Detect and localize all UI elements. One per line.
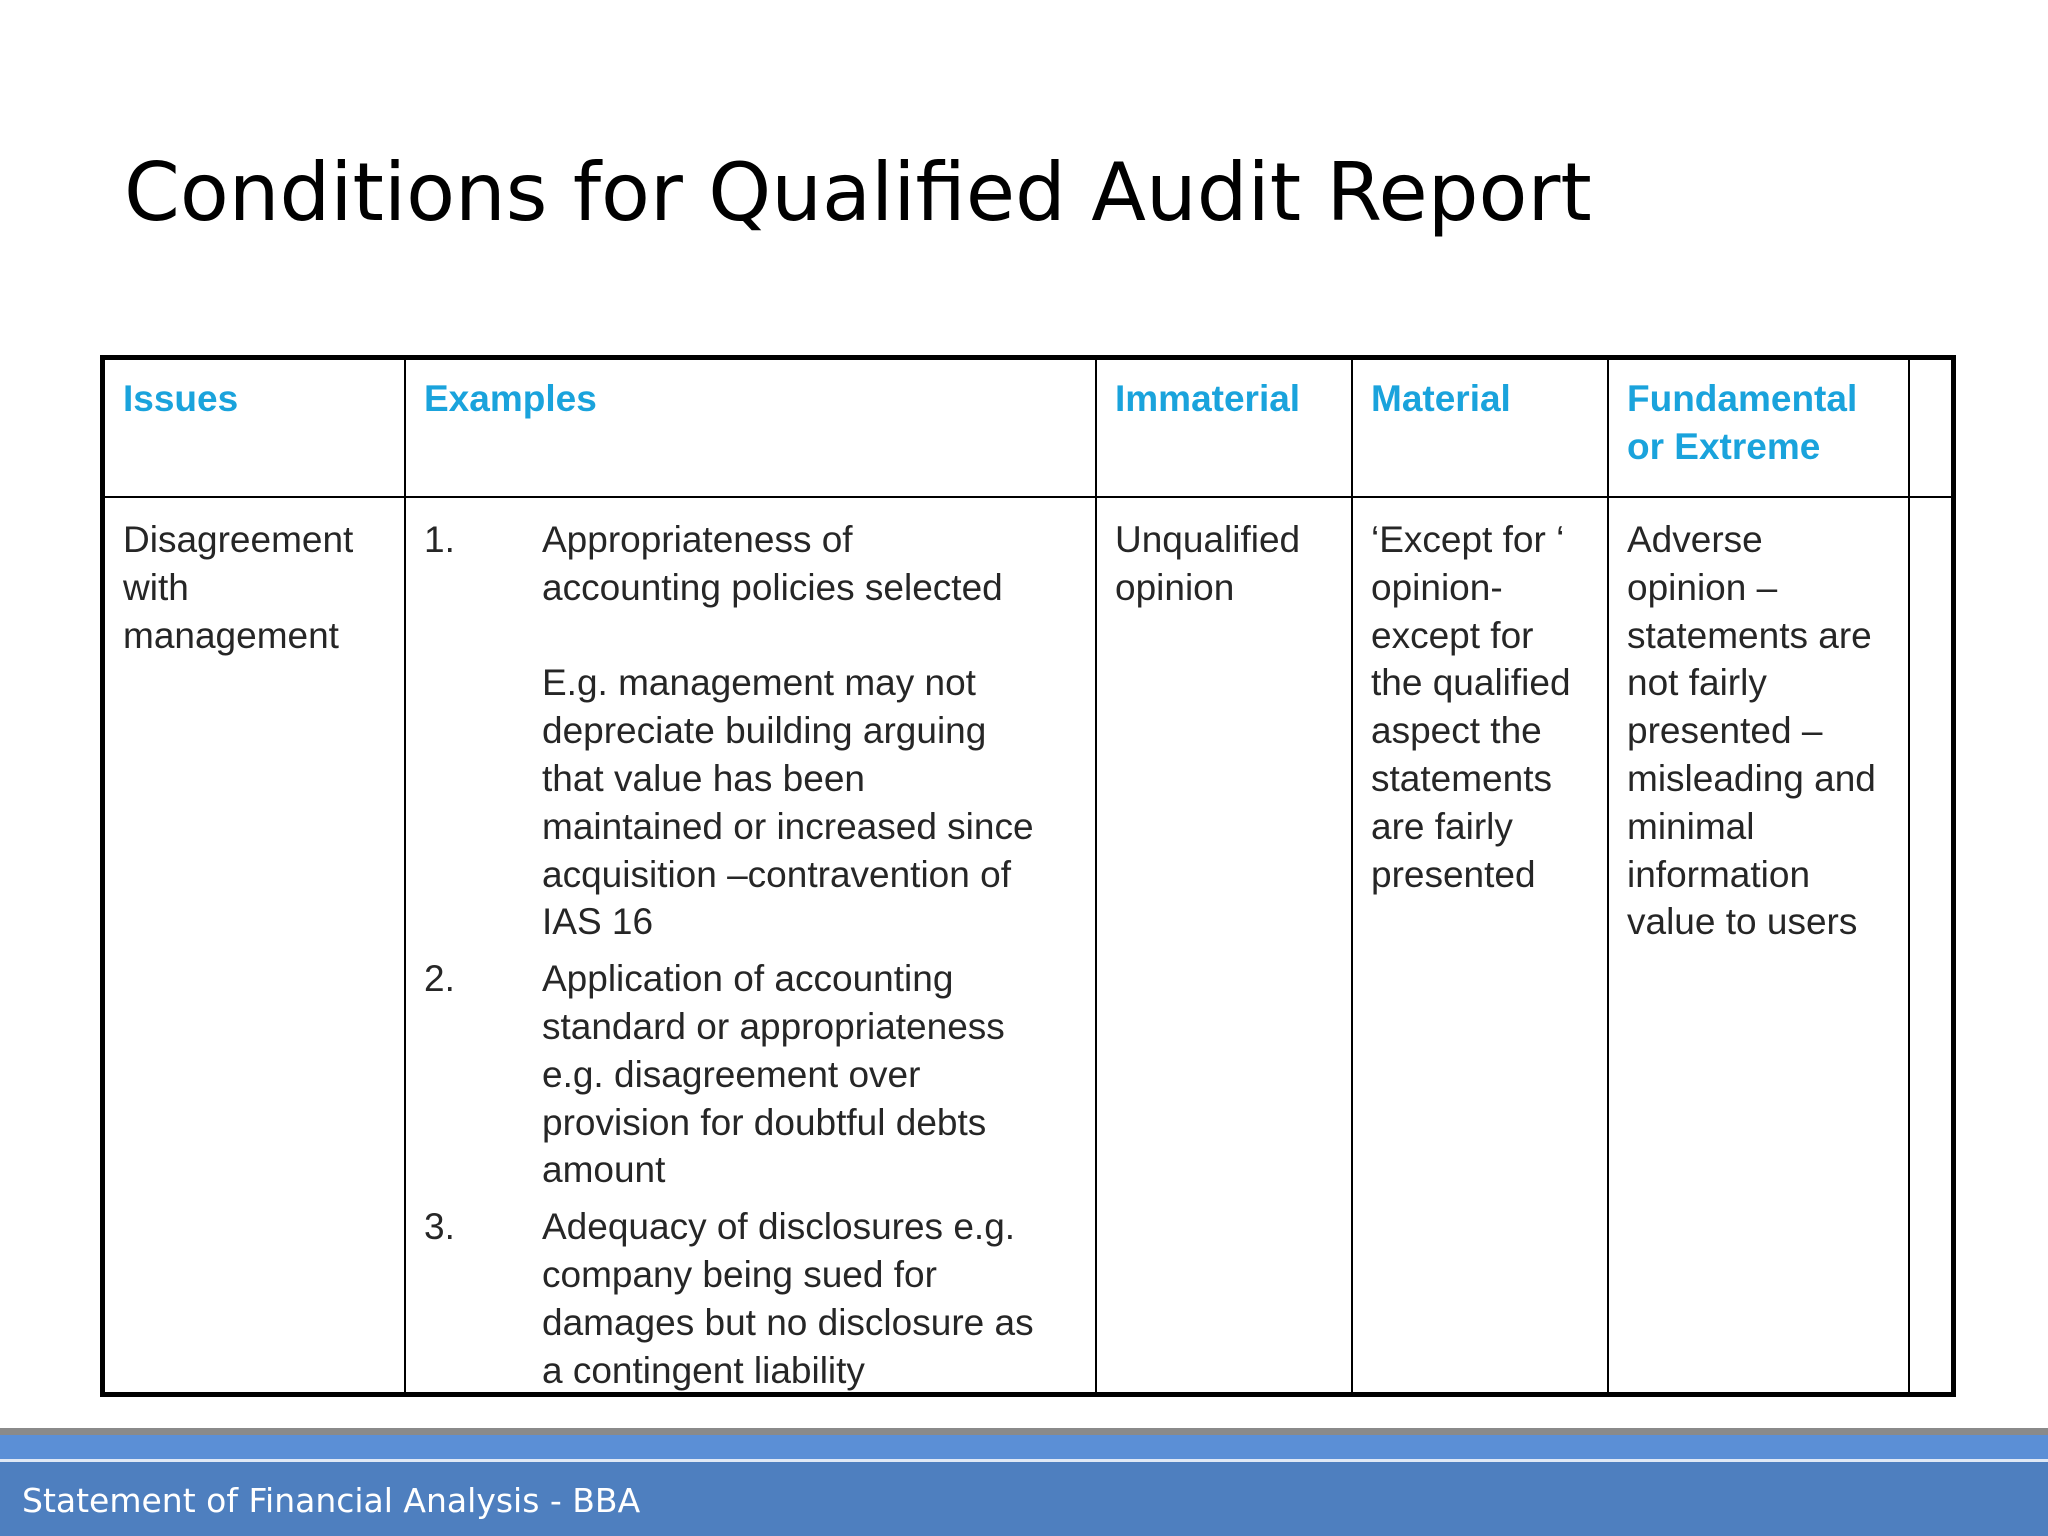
example-note-line: maintained or increased since bbox=[542, 805, 1034, 847]
header-issues-label: Issues bbox=[123, 378, 239, 419]
header-extra-empty bbox=[1909, 360, 1951, 497]
header-immaterial-label: Immaterial bbox=[1115, 378, 1301, 419]
example-line: company being sued for bbox=[542, 1253, 937, 1295]
example-item-3 bbox=[424, 1203, 1077, 1394]
example-item-1 bbox=[424, 516, 1077, 946]
cell-immaterial bbox=[1096, 497, 1352, 1394]
header-material bbox=[1352, 360, 1608, 497]
cell-issue bbox=[105, 497, 405, 1394]
example-line: accounting policies selected bbox=[542, 566, 1003, 608]
example-line: a contingent liability bbox=[542, 1349, 865, 1391]
example-number: 3. bbox=[424, 1206, 455, 1248]
footer-accent-bar bbox=[0, 1435, 2048, 1459]
header-fundamental-line1: Fundamental bbox=[1627, 378, 1858, 419]
example-line: standard or appropriateness bbox=[542, 1005, 1005, 1047]
extra-text bbox=[1910, 498, 1951, 516]
example-note-line: E.g. management may not bbox=[542, 662, 976, 704]
issue-text: Disagreement with management bbox=[123, 519, 354, 656]
header-issues bbox=[105, 360, 405, 497]
examples-list bbox=[406, 498, 1095, 1394]
table-row bbox=[105, 497, 1951, 1394]
audit-table-grid bbox=[105, 360, 1951, 1394]
header-fundamental-line2: or Extreme bbox=[1627, 426, 1821, 467]
example-body bbox=[542, 1203, 1077, 1394]
example-body bbox=[542, 955, 1077, 1194]
slide-title: Conditions for Qualified Audit Report bbox=[124, 146, 1592, 239]
audit-report-table bbox=[100, 355, 1956, 1397]
header-immaterial bbox=[1096, 360, 1352, 497]
header-extra-label bbox=[1910, 360, 1951, 375]
header-examples bbox=[405, 360, 1096, 497]
example-note-line: acquisition –contravention of bbox=[542, 853, 1011, 895]
example-number: 1. bbox=[424, 519, 455, 560]
example-line: Application of accounting bbox=[542, 958, 954, 1000]
fundamental-text: Adverse opinion – statements are not fairly presented – misleading and minimal information value to users bbox=[1627, 519, 1876, 943]
example-line: Adequacy of disclosures e.g. bbox=[542, 1206, 1016, 1248]
example-note-line: depreciate building arguing bbox=[542, 710, 987, 752]
example-body bbox=[542, 516, 1077, 946]
header-material-label: Material bbox=[1371, 378, 1511, 419]
header-fundamental bbox=[1608, 360, 1909, 497]
cell-extra-empty bbox=[1909, 497, 1951, 1394]
example-line: amount bbox=[542, 1149, 666, 1191]
example-note bbox=[542, 659, 1077, 946]
footer-text: Statement of Financial Analysis - BBA bbox=[22, 1481, 641, 1520]
example-line: e.g. disagreement over bbox=[542, 1053, 921, 1095]
material-text: ‘Except for ‘ opinion- except for the qualified aspect the statements are fairly presented bbox=[1371, 519, 1571, 895]
header-fundamental-label bbox=[1609, 360, 1908, 471]
example-line: provision for doubtful debts bbox=[542, 1101, 987, 1143]
example-note-line: IAS 16 bbox=[542, 901, 654, 943]
example-note-line: that value has been bbox=[542, 757, 865, 799]
example-number: 2. bbox=[424, 958, 455, 1000]
immaterial-text: Unqualified opinion bbox=[1115, 519, 1301, 608]
header-examples-label: Examples bbox=[424, 378, 597, 419]
example-line: Appropriateness of bbox=[542, 519, 853, 560]
cell-fundamental bbox=[1608, 497, 1909, 1394]
cell-examples bbox=[405, 497, 1096, 1394]
example-line: damages but no disclosure as bbox=[542, 1301, 1034, 1343]
table-header-row bbox=[105, 360, 1951, 497]
example-item-2 bbox=[424, 955, 1077, 1194]
cell-material bbox=[1352, 497, 1608, 1394]
footer-divider-grey bbox=[0, 1428, 2048, 1435]
